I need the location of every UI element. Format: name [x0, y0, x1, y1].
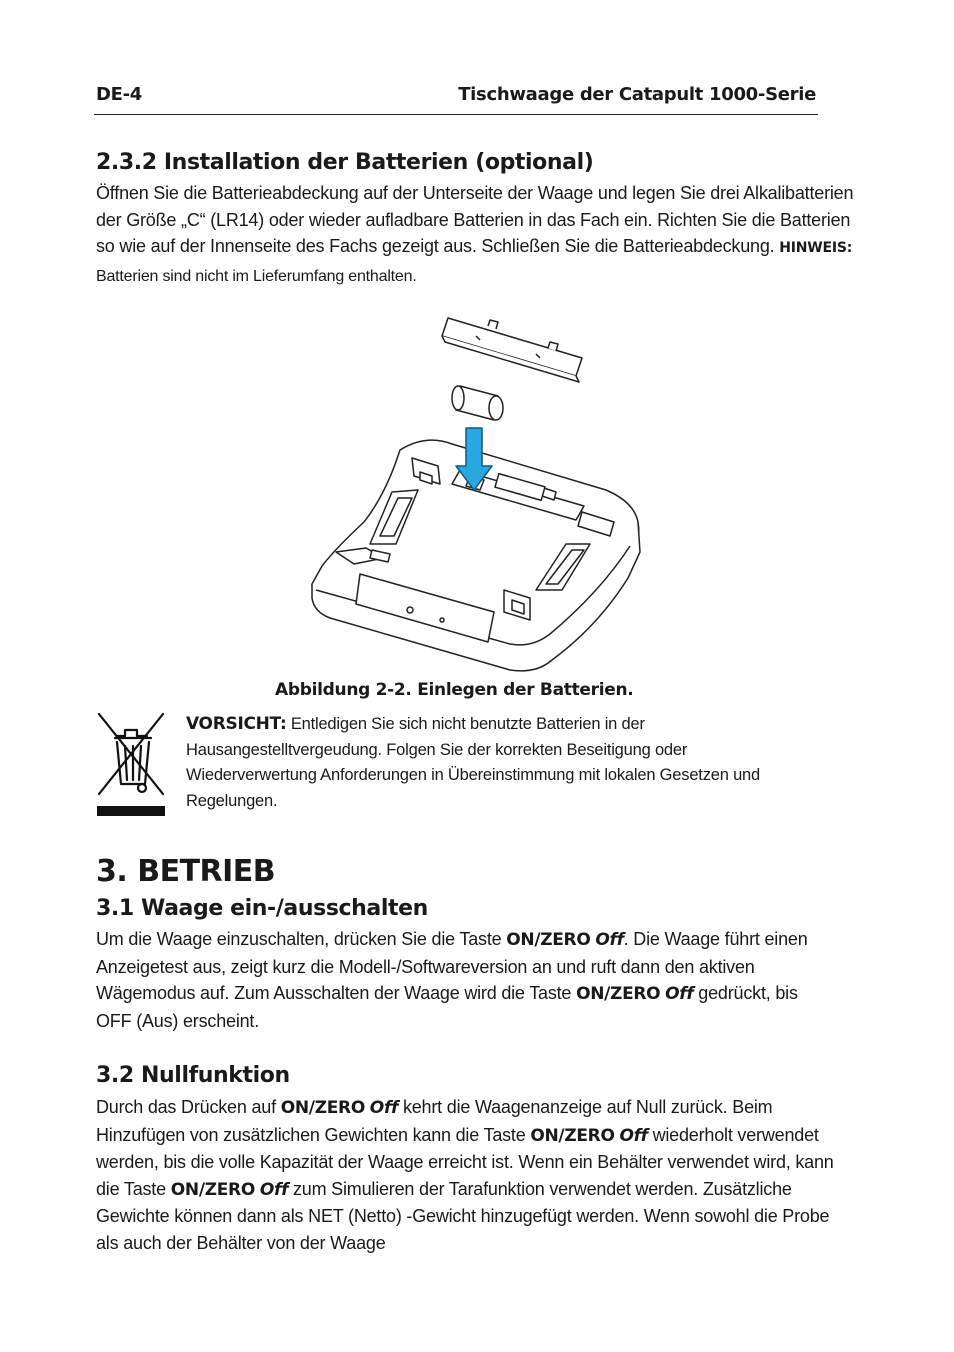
- document-title: Tischwaage der Catapult 1000-Serie: [458, 84, 816, 105]
- off-key-label: Off: [665, 984, 694, 1004]
- on-zero-key: ON/ZERO: [576, 984, 661, 1004]
- battery-insertion-figure: [300, 308, 650, 678]
- heading-zero-function: 3.2 Nullfunktion: [96, 1063, 290, 1088]
- caution-paragraph: [186, 712, 786, 814]
- off-key-label: Off: [595, 930, 624, 950]
- battery-installation-paragraph: [96, 180, 856, 290]
- note-label: HINWEIS:: [779, 240, 853, 256]
- off-key-label: Off: [619, 1125, 648, 1146]
- figure-caption: Abbildung 2-2. Einlegen der Batterien.: [275, 680, 634, 700]
- on-zero-key: ON/ZERO: [506, 930, 591, 950]
- zero-text-2: kehrt die Waagenanzeige auf Null zurück. Beim Hinzufügen von zusätzlichen Gewichten kann die Taste: [96, 1097, 773, 1145]
- battery-illustration: [452, 386, 503, 420]
- battery-cover-illustration: [442, 318, 582, 382]
- heading-power-on-off: 3.1 Waage ein-/ausschalten: [96, 896, 428, 921]
- crossed-out-bin-icon: [95, 710, 167, 818]
- battery-installation-text: Öffnen Sie die Batterieabdeckung auf der Unterseite der Waage und legen Sie drei Alkalibatterien der Größe „C“ (LR14) oder wieder aufladbare Batterien in das Fach ein. Richten Sie die Batterien so wie auf der Innenseite des Fachs gezeigt aus. Schließen Sie die Batterieabdeckung.: [96, 183, 854, 256]
- caution-text: Entledigen Sie sich nicht benutzte Batterien in der Hausangestelltvergeudung. Folgen Sie der korrekten Beseitigung oder Wiederverwertung Anforderungen in Übereinstimmung mit lokalen Gesetzen und Regelungen.: [186, 715, 761, 810]
- header-divider: [94, 114, 818, 115]
- heading-battery-installation: 2.3.2 Installation der Batterien (optional): [96, 150, 594, 175]
- zero-text-3: wiederholt verwendet werden, bis die volle Kapazität der Waage erreicht ist. Wenn ein Behälter verwendet wird, kann die Taste: [96, 1124, 834, 1199]
- zero-text-4: zum Simulieren der Tarafunktion verwendet werden. Zusätzliche Gewichte können dann als NET (Netto) -Gewicht hinzugefügt werden. Wenn sowohl die Probe als auch der Behälter von der Waage: [96, 1178, 830, 1253]
- on-zero-key: ON/ZERO: [530, 1125, 615, 1146]
- on-zero-key: ON/ZERO: [280, 1098, 365, 1118]
- heading-operation: 3. BETRIEB: [96, 854, 276, 889]
- caution-label: VORSICHT:: [186, 714, 287, 734]
- zero-function-paragraph: [96, 1094, 846, 1256]
- power-text-3: gedrückt, bis OFF (Aus) erscheint.: [96, 983, 798, 1031]
- off-key-label: Off: [369, 1098, 399, 1118]
- note-text: Batterien sind nicht im Lieferumfang enthalten.: [96, 267, 417, 285]
- power-text-1: Um die Waage einzuschalten, drücken Sie die Taste: [96, 929, 507, 949]
- power-on-off-paragraph: [96, 926, 820, 1034]
- off-key-label: Off: [259, 1179, 289, 1200]
- power-text-2: . Die Waage führt einen Anzeigetest aus, zeigt kurz die Modell-/Softwareversion an und ruft dann den aktiven Wägemodus auf. Zum Ausschalten der Waage wird die Taste: [96, 929, 808, 1003]
- on-zero-key: ON/ZERO: [170, 1179, 256, 1200]
- page-number: DE-4: [96, 84, 143, 105]
- zero-text-1: Durch das Drücken auf: [96, 1097, 281, 1117]
